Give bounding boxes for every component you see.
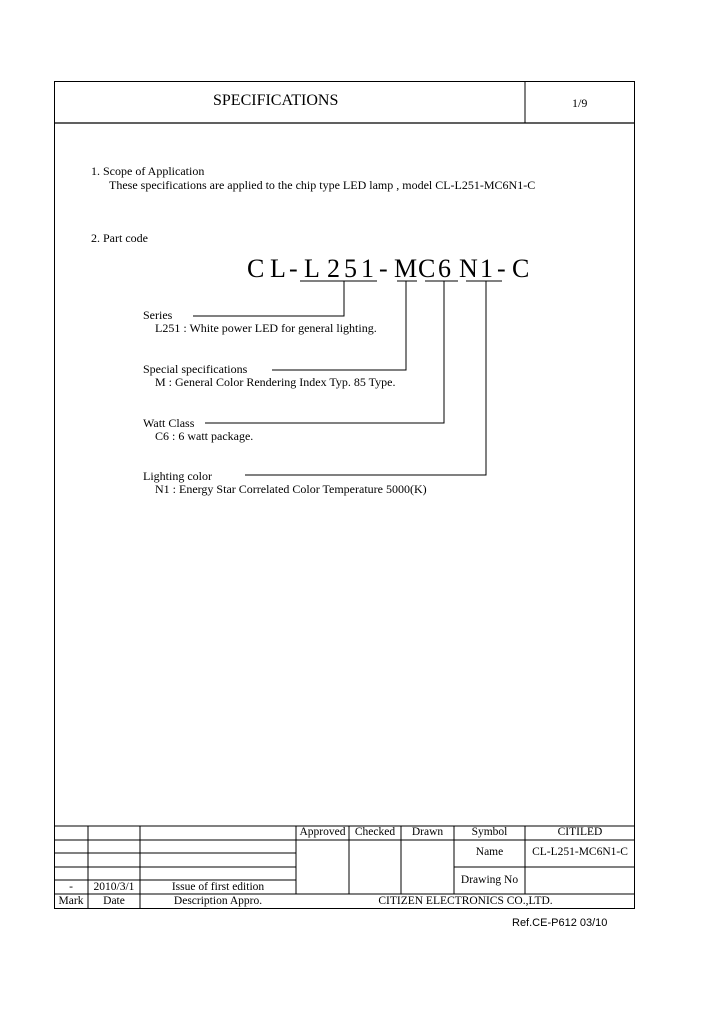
code-char: - xyxy=(379,254,388,283)
code-char: N xyxy=(459,254,478,283)
watt-class-title: Watt Class xyxy=(143,416,195,430)
code-char: - xyxy=(497,254,506,283)
approved-label: Approved xyxy=(299,826,346,838)
code-char: C xyxy=(512,254,530,283)
leader-series xyxy=(193,281,344,316)
code-char: C xyxy=(247,254,265,283)
series-title: Series xyxy=(143,308,173,322)
code-char: M xyxy=(394,254,418,283)
col-date: Date xyxy=(103,895,125,907)
name-label: Name xyxy=(475,846,504,858)
code-char: C xyxy=(418,254,436,283)
watt-class-desc: C6 : 6 watt package. xyxy=(155,429,254,443)
page-title: SPECIFICATIONS xyxy=(213,92,339,109)
symbol-label: Symbol xyxy=(471,826,508,838)
part-code-heading: 2. Part code xyxy=(91,231,148,245)
reference-code: Ref.CE-P612 03/10 xyxy=(512,917,608,929)
symbol-value: CITILED xyxy=(557,826,603,838)
revision-mark: - xyxy=(69,881,73,893)
page-number: 1/9 xyxy=(572,96,588,110)
col-mark: Mark xyxy=(58,895,84,907)
code-char: 6 xyxy=(438,254,451,283)
code-char: 1 xyxy=(480,254,493,283)
lighting-color-title: Lighting color xyxy=(143,469,212,483)
scope-text: These specifications are applied to the chip type LED lamp , model CL-L251-MC6N1-C xyxy=(109,178,536,192)
leader-watt xyxy=(205,281,444,423)
drawn-label: Drawn xyxy=(411,826,444,838)
series-desc: L251 : White power LED for general lighting. xyxy=(155,321,377,335)
code-char: 5 xyxy=(344,254,357,283)
code-char: L xyxy=(270,254,286,283)
checked-label: Checked xyxy=(354,826,396,838)
revision-date: 2010/3/1 xyxy=(93,881,135,893)
special-spec-desc: M : General Color Rendering Index Typ. 85 Type. xyxy=(155,375,396,389)
name-value: CL-L251-MC6N1-C xyxy=(532,846,628,858)
code-char: - xyxy=(289,254,298,283)
code-char: L xyxy=(304,254,320,283)
company-name: CITIZEN ELECTRONICS CO.,LTD. xyxy=(378,895,553,907)
scope-heading: 1. Scope of Application xyxy=(91,164,205,178)
special-spec-title: Special specifications xyxy=(143,362,248,376)
revision-description: Issue of first edition xyxy=(171,881,265,893)
drawing-no-label: Drawing No xyxy=(460,874,519,886)
col-description: Description Appro. xyxy=(173,895,263,907)
code-char: 1 xyxy=(361,254,374,283)
code-char: 2 xyxy=(327,254,340,283)
lighting-color-desc: N1 : Energy Star Correlated Color Temperature 5000(K) xyxy=(155,482,427,496)
